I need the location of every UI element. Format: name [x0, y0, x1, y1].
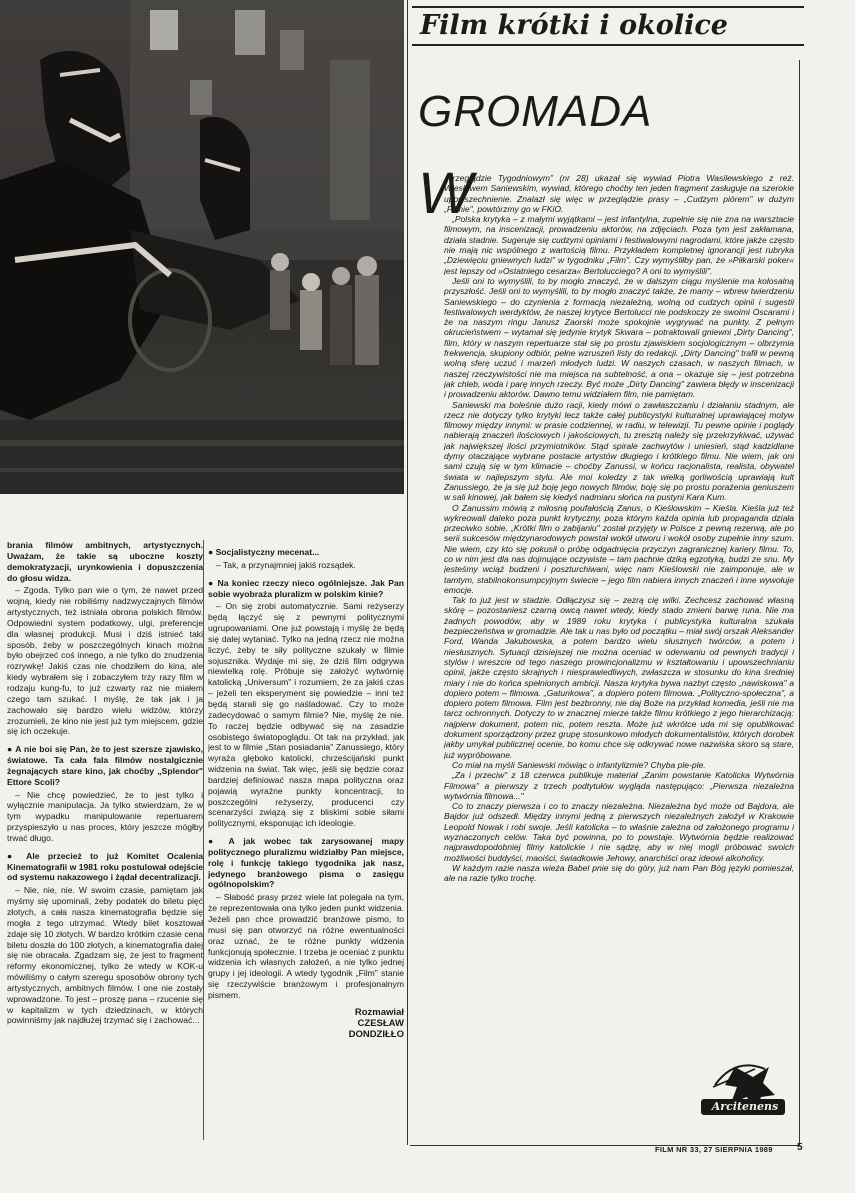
interview-column-2 [208, 540, 404, 1164]
interview-question: ● A jak wobec tak zarysowanej mapy politycznego pluralizmu widziałby Pan miejsce, rolę i funkcję takiego tygodnika jak nasz, jedynego branżowego pisma o zasięgu ogólnopolskim? [208, 836, 404, 890]
signature-label: Rozmawiał [354, 1006, 404, 1018]
article-paragraph: Co miał na myśli Saniewski mówiąc o infantylizmie? Chyba ple-ple. [452, 759, 706, 770]
interview-column-1 [7, 540, 203, 1138]
article-paragraph: Tak to już jest w stadzie. Odłączysz się – zezrą cię wilki. Zechcesz zachować własną skórę – pozostaniesz czarną owcą nawet wtedy, kiedy stado zmieni barwę runa. Nie ma żadnych powodów, aby w 1989 roku krytyka i publicystyka kulturalna szukała bezpieczeństwa w gromadzie. Ale tak u nas było od początku – miał swój orszak Aleksander Ford, Wanda Jakubowska, a potem bardzo wielu słusznych twórców, a potem i niesłusznych. Sytuacji dzisiejszej nie można oceniać w oderwaniu od pewnych tradycji i stylów i wreszcie od tego naszego prowincjonalizmu w kształtowaniu i upowszechnianiu opinii, jakże często skrajnych i niesprawiedliwych, zwłaszcza w stosunku do kina średniej miary i nie do końca spełnionych ambicji. Nasza krytyka bywa nazbyt często „nawiskowa" a dopiero potem – filmowa. „Gatunkowa", a dopiero potem filmowa. „Polityczno-społeczna", a dopiero potem filmowa. Film jest bezbronny, nie daj Boże na przykład komedia, jeśli nie ma tarcz ochronnych. Dotyczy to w znacznej mierze także filmu krótkiego z jego hierarchizacją: najpierw dokument, potem nic, potem reszta. Może już wkrótce uda mi się opublikować dokument sporządzony przez grupę stosunkowo młodych dokumentalistów, których dorobek jakby umykał publicznej ocenie, bo komu chce się odkrywać nowe nazwiska skoro są stare, już wypróbowane. [444, 595, 794, 760]
interview-question: brania filmów ambitnych, artystycznych. Uważam, że takie są uboczne koszty demokratyzacji, urynkowienia i dopuszczenia do głosu widza. [7, 540, 203, 583]
interview-answer: – On się zrobi automatycznie. Sami reżyserzy będą łączyć się z pewnymi politycznymi ugrupowaniami. One już powstają i myślę że będą się dalej wytaniać. Tylko na jedną rzecz nie można liczyć, żeby te siły polityczne szukały w filmie sojusznika. Wydaje mi się, że dziś film odgrywa niewielką rolę. Próbuje się założyć wytwórnię katolicką „Universum" i rozumiem, że za jakiś czas – jeżeli ten eksperyment się powiedzie – inni też będą starali się go naśladować. Czy to może zadecydować o samym filmie? Nie, myślę że nie. To raczej będzie odbywać się na zasadzie osobistego światopoglądu. Ot tak na przykład, jak jest to w filmie „Stan posiadania" Zanussiego, który wyraża głęboko katolicki, chrześcijański punkt widzenia na świat. Tak więc, jeśli się będzie coraz bardziej definiować nasza mapa polityczna oraz pojawią wyraźne punkty koncentracji, to poszczególni reżyserzy, producenci czy scenarzyści związą się z bliskimi sobie siłami politycznymi, eksponując ich ideologie. [208, 601, 404, 829]
signature [208, 1007, 404, 1040]
article-paragraph: Jeśli oni to wymyślili, to by mogło znaczyć, że w dalszym ciągu myślenie ma kolosalną przyszłość. Jeśli oni to wymyślili, to by mogło znaczyć także, że mamy – wbrew twierdzeniu Saniewskiego – do czynienia z formacją niezależną, wolną od cudzych opinii i sugestii festiwalowych werdyktów, że naszej krytyce Bertolucci nie podskoczy ze swoimi Oscarami i że na naszym ringu Janusz Zaorski może spokojnie wygrywać na punkty. Z pełnym okrucieństwem – wytamał się jedynie krytyk Skwara – potraktowali gniewni „Dirty Dancing", film, który w naszym repertuarze stał się po prostu zjawiskiem socjologicznym – olbrzymia frekwencja, skupiony odbiór, pełne wzruszeń listy do redakcji. „Dirty Dancing" trafił w pewną wolną sferę uczuć i marzeń młodych ludzi. W naszych czasach, w naszych filmach, w naszej rzeczywistości nie ma miejsca na subtelność, a ona – okazuje się – jest potrzebna jak chleb, woda i parę innych rzeczy. Być może „Dirty Dancing" zawiera błędy w inscenizacji i prowadzeniu aktorów. Dawno temu widziałem film, nie pamiętam. [444, 275, 794, 400]
arcitenens-archer-logo [695, 1057, 791, 1127]
article-paragraph: „Przeglądzie Tygodniowym" (nr 28) ukazał się wywiad Piotra Wasilewskiego z reż. Wiesławem Saniewskim, wywiad, którego choćby ten jeden fragment zasługuje na szerokie upowszechnienie. Znalazł się więc w przeglądzie prasy – „Cudzym piórem" w dużym „Filmie", powtórzmy go w FKiO. [444, 173, 794, 214]
page-number: 5 [797, 1142, 803, 1153]
main-article [444, 173, 794, 1043]
interview-question: ● Socjalistyczny mecenat... [208, 547, 320, 557]
interview-answer: – Zgoda. Tylko pan wie o tym, że nawet przed wojną, kiedy nie robiliśmy nadzwyczajnych filmów artystycznych, też istniała obrona polskich filmów. Odpowiedni system podatkowy, ulgi, preferencje dla własnej produkcji. Musi i dziś istnieć taki sposób, żeby w poszczególnych kinach można było obejrzeć coś innego, a nie tylko do znudzenia rozrywkę! Jakiś czas nie chodziłem do kina, ale kiedy wybrałem się i zobaczyłem trzy razy film w rodzaju kung-fu, to już czwarty raz nie miałem czego tam szukać. I myślę, że tak jak i ja zachowało się bardzo wielu widzów, którzy zrozumieli, że kino nie jest już tym miejscem, gdzie się ich oczekuje. [7, 585, 203, 737]
horse-carriage-photo [0, 0, 404, 494]
signature-name-first: CZESŁAW [357, 1017, 404, 1029]
interview-question: ● A nie boi się Pan, że to jest szersze zjawisko, światowe. Ta cała fala filmów nostalgicznie żegnających stare kino, jak choćby „Splendor" Ettore Scoli? [7, 744, 203, 787]
footer-issue: FILM NR 33, 27 SIERPNIA 1989 [655, 1145, 773, 1154]
interview-answer: – Nie chcę powiedzieć, że to jest tylko i wyłącznie manipulacja. Ja tylko stwierdzam, że w tym wypadku manipulowanie repertuarem przyspieszyło u nas proces, który jeszcze mógłby trwać długo. [7, 789, 203, 843]
article-paragraph: W każdym razie nasza wieża Babel pnie się do góry, już nam Pan Bóg języki pomieszał, ale na razie tylko trochę. [444, 862, 794, 884]
signature-name-last: DONDZIŁŁO [348, 1028, 404, 1040]
article-paragraph: O Zanussim mówią z miłosną poufałością Zanus, o Kieślowskim – Kieśla. Kieśla już też wykreowali daleko poza punkt krytyczny, poza którym każda opinia lub propaganda działa przeciwko sobie. „Krótki film o zabijaniu" został przyjęty w Polsce z pewną rezerwą, ale po serii sukcesów międzynarodowych powstał wokół utworu i wokół osoby zupełnie inny szum. Nie wiem, czy kto się pokusił o próbę odgadnięcia przyczyn zagranicznej kariery filmu. To, co w nim jest dla nas dojmujące oczywiste – tam pachnie dziką egzotyką, budzi ze snu. My jesteśmy wciąż budzeni i poszturchiwani, więc nam Kieślowski nie zaimponuje, ale w tamtym, stabilnokonsumpcyjnym świecie – jego film nabiera innych znaczeń i inne wywołuje emocje. [444, 502, 794, 595]
article-paragraph: „Za i przeciw" z 18 czerwca publikuje materiał „Zanim powstanie Katolicka Wytwórnia Filmowa" a pierwszy z trzech podtytułów wygląda następująco: „Pierwsza niezależna wytwórnia filmowa..." [444, 770, 794, 801]
interview-answer: – Słabość prasy przez wiele lat polegała na tym, że reprezentowała ona tylko jeden punkt widzenia. Jeżeli pan chce prowadzić branżowe pismo, to musi się pan otworzyć na różne ewentualności oraz uznać, że te różne punkty widzenia funkcjonują społecznie. I trzeba je oceniać z punktu widzenia ich własnych założeń, a nie tylko jednej grupy i jej ideologii. A wtedy tygodnik „Film" stanie się rzeczywiście branżowym i profesjonalnym pismem. [208, 892, 404, 1000]
logo-text: Arcitenens [711, 1100, 779, 1113]
column-rule [203, 540, 204, 1140]
article-paragraph: „Polska krytyka – z małymi wyjątkami – jest infantylna, zupełnie się nie zna na warsztacie filmowym, na inscenizacji, prowadzeniu aktorów, na zdjęciach. Poza tym jest zakłamana, działa stadnie. Sugeruje się cudzymi opiniami i festiwalowymi nagrodami, które jakże często nie mają nic wspólnego z wartością filmu. Przykładem kompletnej ignorancji jest rubryka „Dziewięciu gniewnych ludzi" w tygodniku „Film". Czy wymyśliłby pan, że »Piłkarski poker« jest lepszy od »Ostatniego cesarza« Bertolucciego? A oni to wymyślili". [444, 214, 794, 276]
column-rule [407, 0, 408, 1145]
interview-question: ● Na koniec rzeczy nieco ogólniejsze. Jak Pan sobie wyobraża pluralizm w polskim kinie? [208, 577, 404, 599]
interview-answer: – Nie, nie, nie. W swoim czasie, pamiętam jak myśmy się upominali, żeby podatek do biletu pięć złotych, a cała nasza kinematografia będzie się mogła z tego utrzymać. Wtedy bilet kosztował zdaje się 10 złotych. W bardzo krótkim czasie cena biletu doszła do 100 złotych, a kinematografia dalej się nie obracała. Zgadzam się, że jest to fragment reformy ekonomicznej, tylko że wtedy w KOK-u mówiliśmy o całym szeregu sposobów obrony tych artystycznych, ambitnych filmów. I one nie zostały wprowadzone. To jest – proszę pana – rzucenie się w kapitalizm w tych dziedzinach, w których powinniśmy jak najdłużej trzymać się i zachować... [7, 885, 203, 1026]
article-paragraph: Co to znaczy pierwsza i co to znaczy niezależna. Niezależna być może od Bajdora, ale Bajdor już odszedł. Między innymi jedną z pierwszych niezależnych założył w Krakowie Leopold Nowak i robi swoje. Jeśli katolicka – to właśnie zależna od założonego programu i wyznaczonych celów. Taka być powinna, po to powstaje. Wytwórnia będzie realizować najprawdopodobniej filmy katolickie i nie sądzę, aby w niej mogli próbować swoich możliwości buddyści, maoiści, świadkowie Jehowy, anarchiści oraz ideowi alkoholicy. [444, 801, 794, 863]
article-paragraph: Saniewski ma boleśnie dużo racji, kiedy mówi o zawłaszczaniu i działaniu stadnym, ale rzecz nie dotyczy tylko krytyki lecz także całej publicystyki kulturalnej uprawiającej motyw filmowy między innymi: w prasie codziennej, w radiu, w telewizji. Tu pewne opinie i poglądy nabierają znaczeń ilościowych i jakościowych, tu zresztą należy się przekrzykiwać, używać jak największej ilości przymiotników. Stąd spirale zachwytów i uniesień, stąd kadzidlane dymy otaczające wybrane postacie artystów długiego i krótkiego filmu. Nie wiem, jak oni sami czują się w tym klimacie – choćby Zanussi, w końcu racjonalista, realista, obywatel świata w najlepszym stylu. Ale moi koledzy z tak wielką gorliwością uprawiają kult Zanussiego, że ja się już boję jego nowych filmów, boję się po prostu porażenia geniuszem w sali kinowej, jak bałem się kiedyś nadmiaru słońca na pustyni Kara Kum. [444, 399, 794, 503]
headline: GROMADA [418, 87, 653, 136]
interview-answer: – Tak, a przynajmniej jakiś rozsądek. [216, 559, 356, 570]
section-title: Film krótki i okolice [412, 6, 804, 46]
drop-cap: W [418, 161, 473, 226]
interview-question: ● Ale przecież to już Komitet Ocalenia Kinematografii w 1981 roku postulował odejście od systemu nakazowego i żądał decentralizacji. [7, 850, 203, 883]
